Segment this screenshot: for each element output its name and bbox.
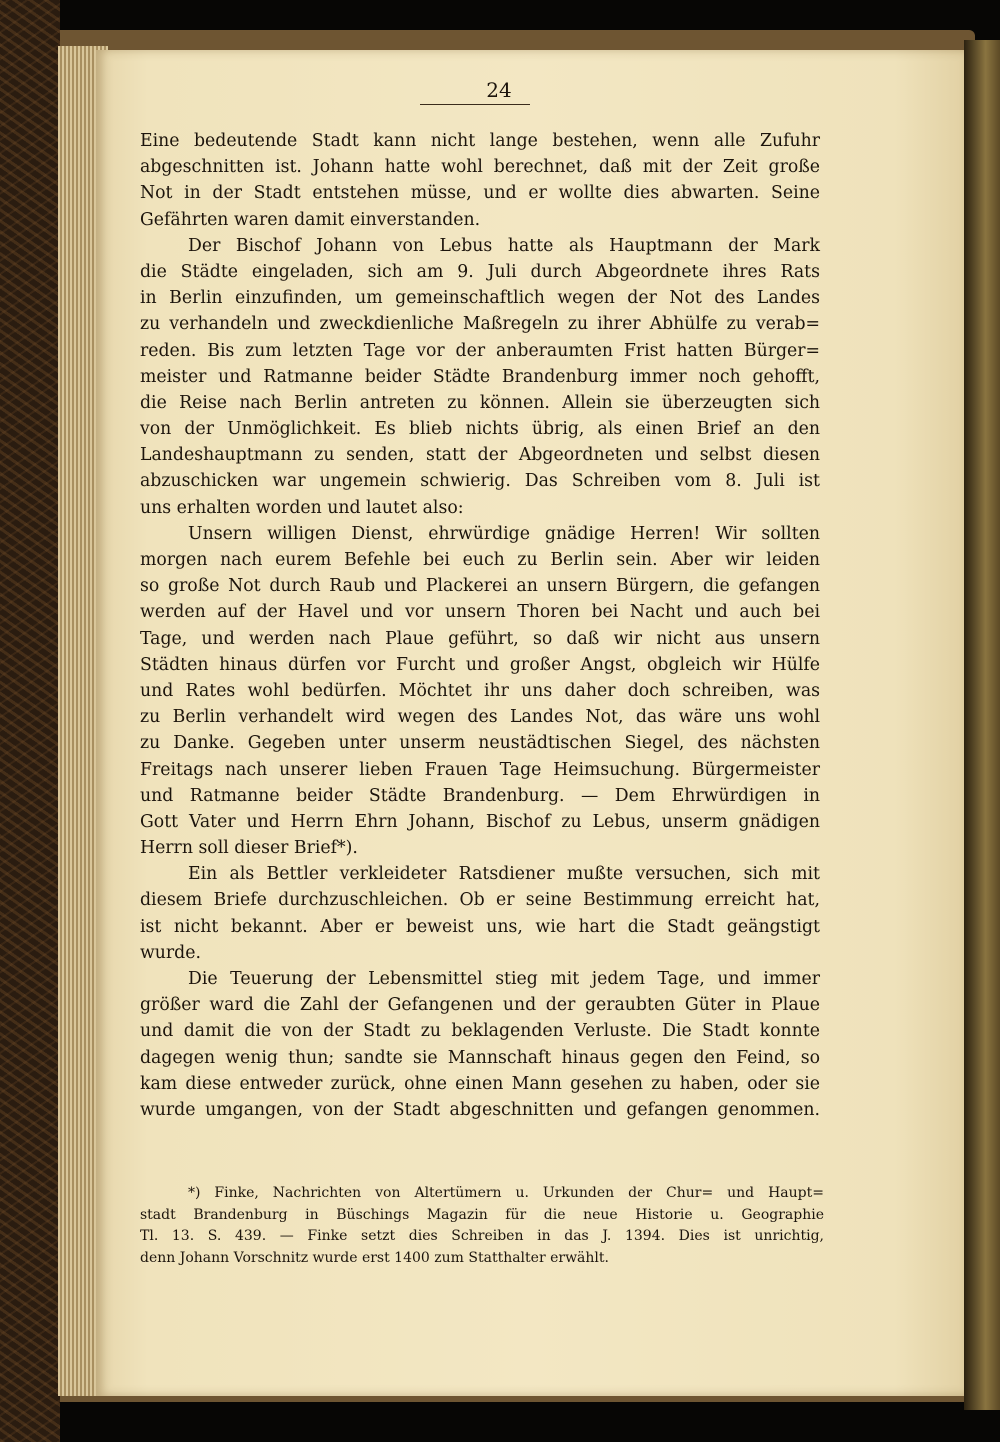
text-line: und Ratmanne beider Städte Brandenburg. — Dem Ehrwürdigen in — [140, 785, 820, 806]
text-line: reden. Bis zum letzten Tage vor der anberaumten Frist hatten Bürger= — [140, 340, 820, 361]
text-line: Herrn soll dieser Brief*). — [140, 838, 358, 859]
text-line: zu Danke. Gegeben unter unserm neustädtischen Siegel, des nächsten — [140, 733, 820, 754]
text-line: so große Not durch Raub und Plackerei an unsern Bürgern, die gefangen — [140, 576, 820, 597]
text-line: und Rates wohl bedürfen. Möchtet ihr uns daher doch schreiben, was — [140, 680, 820, 701]
text-line: die Reise nach Berlin antreten zu können. Allein sie überzeugten sich — [140, 392, 820, 413]
text-line: dagegen wenig thun; sandte sie Mannschaft hinaus gegen den Feind, so — [140, 1047, 820, 1068]
text-line: Gefährten waren damit einverstanden. — [140, 209, 481, 230]
page-number: 24 — [486, 78, 512, 102]
text-line: wurde umgangen, von der Stadt abgeschnitten und gefangen genommen. — [140, 1099, 820, 1120]
text-line: wurde. — [140, 942, 201, 963]
text-line: werden auf der Havel und vor unsern Thoren bei Nacht und auch bei — [140, 602, 820, 623]
text-line: Not in der Stadt entstehen müsse, und er wollte dies abwarten. Seine — [140, 183, 820, 204]
text-line: die Städte eingeladen, sich am 9. Juli durch Abgeordnete ihres Rats — [140, 261, 820, 282]
text-line: Unsern willigen Dienst, ehrwürdige gnädige Herren! Wir sollten — [188, 523, 820, 544]
text-line: Ein als Bettler verkleideter Ratsdiener mußte versuchen, sich mit — [188, 864, 820, 885]
text-line: Eine bedeutende Stadt kann nicht lange bestehen, wenn alle Zufuhr — [140, 131, 820, 151]
header-rule — [420, 104, 530, 105]
text-line: ist nicht bekannt. Aber er beweist uns, wie hart die Stadt geängstigt — [140, 916, 820, 937]
text-line: Der Bischof Johann von Lebus hatte als Hauptmann der Mark — [188, 235, 820, 256]
text-line: morgen nach eurem Befehle bei euch zu Berlin sein. Aber wir leiden — [140, 550, 820, 570]
text-line: kam diese entweder zurück, ohne einen Mann gesehen zu haben, oder sie — [140, 1073, 820, 1094]
facing-page-edge — [964, 40, 1000, 1410]
text-line: abgeschnitten ist. Johann hatte wohl berechnet, daß mit der Zeit große — [140, 157, 820, 178]
footnote — [140, 1183, 824, 1269]
text-line: abzuschicken war ungemein schwierig. Das Schreiben vom 8. Juli ist — [140, 471, 820, 492]
text-line: uns erhalten worden und lautet also: — [140, 497, 464, 518]
footnote-line: denn Johann Vorschnitz wurde erst 1400 zum Statthalter erwählt. — [140, 1249, 609, 1266]
footnote-line: Tl. 13. S. 439. — Finke setzt dies Schreiben in das J. 1394. Dies ist unrichtig, — [140, 1228, 824, 1244]
text-line: in Berlin einzufinden, um gemeinschaftlich wegen der Not des Landes — [140, 288, 820, 309]
text-line: und damit die von der Stadt zu beklagenden Verluste. Die Stadt konnte — [140, 1021, 820, 1042]
text-line: Tage, und werden nach Plaue geführt, so daß wir nicht aus unsern — [140, 628, 820, 649]
footnote-line: *) Finke, Nachrichten von Altertümern u. Urkunden der Chur= und Haupt= — [188, 1185, 824, 1201]
text-line: Freitags nach unserer lieben Frauen Tage Heimsuchung. Bürgermeister — [140, 759, 820, 780]
text-line: diesem Briefe durchzuschleichen. Ob er seine Bestimmung erreicht hat, — [140, 890, 820, 911]
marbled-cover-board — [0, 0, 60, 1442]
text-line: von der Unmöglichkeit. Es blieb nichts übrig, als einen Brief an den — [140, 419, 820, 440]
text-line: Landeshauptmann zu senden, statt der Abgeordneten und selbst diesen — [140, 445, 820, 466]
text-line: Städten hinaus dürfen vor Furcht und großer Angst, obgleich wir Hülfe — [140, 654, 820, 675]
text-line: zu Berlin verhandelt wird wegen des Landes Not, das wäre uns wohl — [140, 707, 820, 728]
text-line: meister und Ratmanne beider Städte Brandenburg immer noch gehofft, — [140, 366, 820, 387]
text-line: Gott Vater und Herrn Ehrn Johann, Bischof zu Lebus, unserm gnädigen — [140, 811, 820, 832]
text-line: größer ward die Zahl der Gefangenen und der geraubten Güter in Plaue — [140, 995, 820, 1016]
text-line: Die Teuerung der Lebensmittel stieg mit jedem Tage, und immer — [188, 969, 820, 989]
text-line: zu verhandeln und zweckdienliche Maßregeln zu ihrer Abhülfe zu verab= — [140, 314, 820, 335]
body-text — [140, 128, 820, 1123]
footnote-line: stadt Brandenburg in Büschings Magazin für die neue Historie u. Geographie — [140, 1206, 824, 1223]
